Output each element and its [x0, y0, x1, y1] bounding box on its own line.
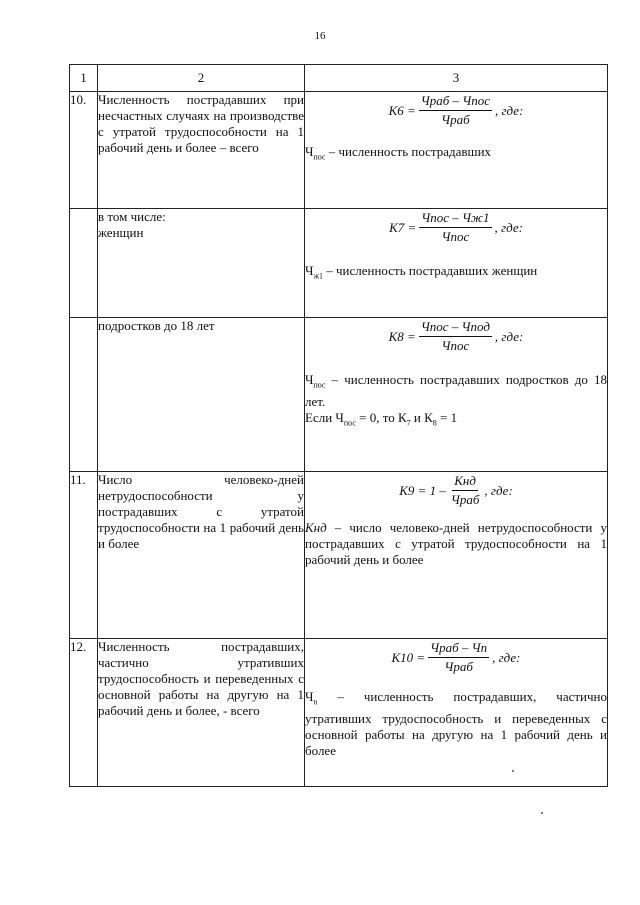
note-text: = 1: [436, 409, 458, 425]
formula-explanation: [305, 263, 607, 285]
fraction: [419, 93, 492, 128]
variable-symbol: Ч: [305, 144, 314, 159]
formula-explanation: [305, 689, 607, 759]
fraction: [428, 640, 489, 675]
formula-cell: [305, 92, 608, 209]
row-number: 12.: [70, 639, 98, 787]
fraction: [449, 473, 482, 508]
variable-definition: – число человеко-дней нетрудоспособности у пострадавших с утратой трудоспособности на 1 рабочий день и более: [305, 520, 607, 567]
row-description-line: женщин: [98, 225, 144, 240]
formula-cell: [305, 639, 608, 787]
variable-definition: – численность пострадавших женщин: [322, 263, 538, 278]
note-subscript: 7: [406, 418, 411, 428]
fraction-numerator: Чпос – Чпод: [419, 319, 492, 337]
table-row: [70, 472, 608, 639]
fraction-numerator: Чраб – Чпос: [419, 93, 492, 111]
page-number: 16: [314, 30, 326, 42]
formula-lhs: К9 = 1 –: [399, 482, 446, 498]
zero-case-note: [305, 410, 607, 432]
header-col-3: 3: [305, 65, 608, 92]
table-row: [70, 92, 608, 209]
formula-lhs: К6 =: [388, 102, 416, 118]
formula-suffix: , где:: [494, 219, 523, 235]
variable-symbol: Кнд: [305, 520, 327, 535]
formula: [305, 319, 607, 354]
scan-speck: [512, 770, 514, 772]
row-number: 10.: [70, 92, 98, 209]
variable-definition: – численность пострадавших подростков до 18 лет.: [305, 372, 607, 409]
variable-subscript: п: [313, 697, 318, 707]
variable-subscript: пос: [313, 152, 326, 162]
variable-subscript: ж1: [313, 271, 323, 281]
fraction-denominator: Чпос: [441, 229, 470, 244]
formula-lhs: К10 =: [391, 649, 426, 665]
formula: [305, 473, 607, 508]
row-description-line: в том числе:: [98, 209, 166, 224]
variable-symbol: Ч: [305, 689, 314, 704]
table-row: [70, 209, 608, 318]
formula-cell: [305, 209, 608, 318]
row-description: Численность пострадавших, частично утративших трудоспособность и переведенных с основной работы на другую на 1 рабочий день и более, - всего: [98, 639, 305, 787]
note-text: Если Ч: [305, 409, 344, 425]
fraction-denominator: Чраб: [441, 112, 470, 127]
formula-explanation: [305, 372, 607, 410]
table-header-row: [70, 65, 608, 92]
row-description: подростков до 18 лет: [98, 318, 305, 472]
variable-subscript: пос: [313, 380, 326, 390]
formula-lhs: К8 =: [388, 328, 416, 344]
formula-cell: [305, 472, 608, 639]
variable-symbol: Ч: [305, 263, 314, 278]
row-description: [98, 209, 305, 318]
row-description: Число человеко-дней нетрудоспособности у пострадавших с утратой трудоспособности на 1 рабочий день и более: [98, 472, 305, 639]
fraction-denominator: Чпос: [441, 338, 470, 353]
fraction-numerator: Кнд: [452, 473, 478, 491]
header-col-1: 1: [70, 65, 98, 92]
note-text: и К: [410, 409, 433, 425]
fraction: [419, 319, 492, 354]
scan-speck: [541, 812, 543, 814]
formula: [305, 210, 607, 245]
table-row: [70, 639, 608, 787]
formula-suffix: , где:: [492, 649, 521, 665]
header-col-2: 2: [98, 65, 305, 92]
variable-symbol: Ч: [305, 372, 314, 387]
row-number: 11.: [70, 472, 98, 639]
table-row: [70, 318, 608, 472]
formula: [305, 93, 607, 128]
fraction-denominator: Чраб: [450, 492, 480, 507]
variable-definition: – численность пострадавших: [325, 144, 492, 159]
note-text: = 0, то К: [355, 409, 407, 425]
formula-cell: [305, 318, 608, 472]
row-description: Численность пострадавших при несчастных случаях на производстве с утратой трудоспособности на 1 рабочий день и более – всего: [98, 92, 305, 209]
fraction-denominator: Чраб: [444, 659, 473, 674]
fraction-numerator: Чпос – Чж1: [419, 210, 491, 228]
formula: [305, 640, 607, 675]
formula-explanation: [305, 144, 607, 166]
note-subscript: пос: [343, 418, 356, 428]
note-subscript: 8: [432, 418, 437, 428]
fraction-numerator: Чраб – Чп: [428, 640, 489, 658]
formula-explanation: [305, 520, 607, 568]
formula-suffix: , где:: [494, 328, 524, 344]
formula-lhs: К7 =: [389, 219, 417, 235]
variable-definition: – численность пострадавших, частично утративших трудоспособность и переведенных с основной работы на другую на 1 рабочий день и более: [305, 689, 607, 758]
formula-suffix: , где:: [484, 482, 513, 498]
indicators-table: [69, 64, 608, 787]
formula-suffix: , где:: [494, 102, 524, 118]
fraction: [419, 210, 491, 245]
